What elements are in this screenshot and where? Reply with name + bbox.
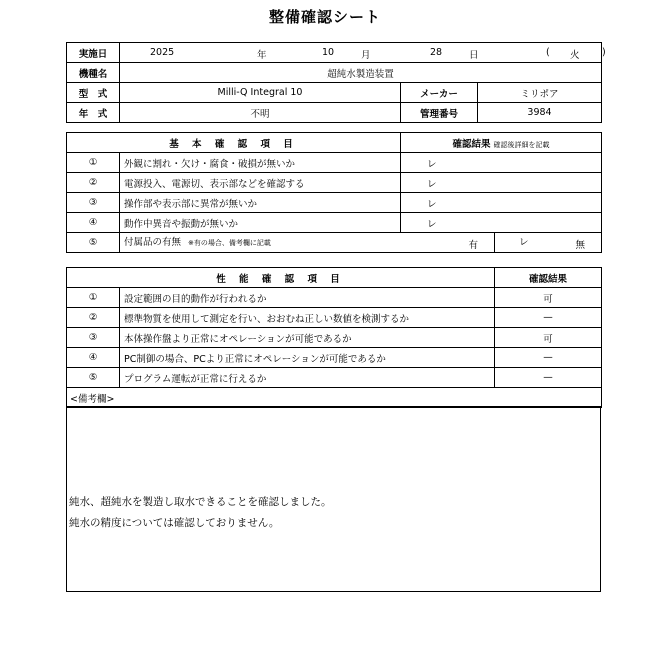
item-number: ③ bbox=[67, 193, 120, 213]
item-number: ② bbox=[67, 173, 120, 193]
remarks-box bbox=[66, 406, 601, 592]
item-number: ① bbox=[67, 153, 120, 173]
type-value: 超純水製造装置 bbox=[120, 63, 602, 83]
item-result: — bbox=[495, 368, 602, 388]
item-result: 可 bbox=[495, 328, 602, 348]
table-row bbox=[67, 213, 602, 233]
date-day-unit: 日 bbox=[469, 49, 479, 61]
table-row bbox=[67, 173, 602, 193]
header-table bbox=[66, 42, 606, 123]
table-row bbox=[67, 153, 602, 173]
year-label: 年 式 bbox=[67, 103, 120, 123]
item-text: 標準物質を使用して測定を行い、おおむね正しい数値を検測するか bbox=[120, 308, 495, 328]
item-number: ③ bbox=[67, 328, 120, 348]
basic-result-header bbox=[401, 133, 602, 153]
table-row bbox=[67, 193, 602, 213]
date-year-unit: 年 bbox=[257, 49, 267, 61]
table-row bbox=[67, 308, 602, 328]
performance-check-table bbox=[66, 267, 602, 408]
accessory-yes: 有 bbox=[468, 240, 479, 251]
basic-result-title: 確認結果 bbox=[452, 138, 491, 150]
item-result: 可 bbox=[495, 288, 602, 308]
accessory-cell bbox=[120, 233, 495, 253]
item-text: 設定範囲の目的動作が行われるか bbox=[120, 288, 495, 308]
year-value: 不明 bbox=[120, 103, 401, 123]
remarks-label: <備考欄> bbox=[67, 388, 602, 408]
type-label: 機種名 bbox=[67, 63, 120, 83]
date-day: 28 bbox=[430, 46, 443, 58]
accessory-check: レ bbox=[519, 237, 529, 248]
basic-header: 基 本 確 認 項 目 bbox=[67, 133, 401, 153]
date-label: 実施日 bbox=[67, 43, 120, 63]
table-row bbox=[67, 328, 602, 348]
table-row bbox=[67, 368, 602, 388]
date-month: 10 bbox=[322, 46, 335, 58]
page-title: 整備確認シート bbox=[268, 8, 381, 26]
item-result: — bbox=[495, 308, 602, 328]
item-text: 操作部や表示部に異常が無いか bbox=[120, 193, 401, 213]
item-number: ④ bbox=[67, 348, 120, 368]
item-result: レ bbox=[401, 193, 602, 213]
mgmt-value: 3984 bbox=[478, 103, 602, 123]
basic-check-table bbox=[66, 132, 602, 253]
model-value: Milli-Q Integral 10 bbox=[120, 83, 401, 103]
model-label: 型 式 bbox=[67, 83, 120, 103]
maker-value: ミリポア bbox=[478, 83, 602, 103]
item-number: ④ bbox=[67, 213, 120, 233]
performance-header: 性 能 確 認 項 目 bbox=[67, 268, 495, 288]
remarks-line-2: 純水の精度については確認しておりません。 bbox=[69, 517, 280, 529]
date-month-unit: 月 bbox=[361, 49, 371, 61]
item-number: ⑤ bbox=[67, 233, 120, 253]
item-result: レ bbox=[401, 173, 602, 193]
performance-result-header: 確認結果 bbox=[495, 268, 602, 288]
weekday-open: ( bbox=[546, 46, 550, 58]
item-result: — bbox=[495, 348, 602, 368]
item-text: プログラム運転が正常に行えるか bbox=[120, 368, 495, 388]
accessory-note: ※有の場合、備考欄に記載 bbox=[188, 239, 271, 247]
accessory-no: 無 bbox=[575, 240, 586, 251]
mgmt-label: 管理番号 bbox=[401, 103, 478, 123]
item-text: 動作中異音や振動が無いか bbox=[120, 213, 401, 233]
item-text: 本体操作盤より正常にオペレーションが可能であるか bbox=[120, 328, 495, 348]
accessory-result-cell bbox=[495, 233, 602, 253]
item-text: PC制御の場合、PCより正常にオペレーションが可能であるか bbox=[120, 348, 495, 368]
date-weekday: 火 bbox=[570, 49, 580, 61]
weekday-close: ) bbox=[602, 46, 606, 58]
item-number: ① bbox=[67, 288, 120, 308]
item-text: 電源投入、電源切、表示部などを確認する bbox=[120, 173, 401, 193]
maker-label: メーカー bbox=[401, 83, 478, 103]
item-result: レ bbox=[401, 213, 602, 233]
item-number: ② bbox=[67, 308, 120, 328]
remarks-line-1: 純水、超純水を製造し取水できることを確認しました。 bbox=[69, 496, 332, 508]
accessory-text: 付属品の有無 bbox=[124, 237, 182, 248]
date-year: 2025 bbox=[150, 46, 175, 58]
item-result: レ bbox=[401, 153, 602, 173]
table-row bbox=[67, 233, 602, 253]
item-number: ⑤ bbox=[67, 368, 120, 388]
table-row bbox=[67, 348, 602, 368]
date-row bbox=[120, 43, 606, 63]
table-row bbox=[67, 288, 602, 308]
basic-result-note: 確認後詳細を記載 bbox=[493, 140, 550, 149]
item-text: 外観に割れ・欠け・腐食・破損が無いか bbox=[120, 153, 401, 173]
